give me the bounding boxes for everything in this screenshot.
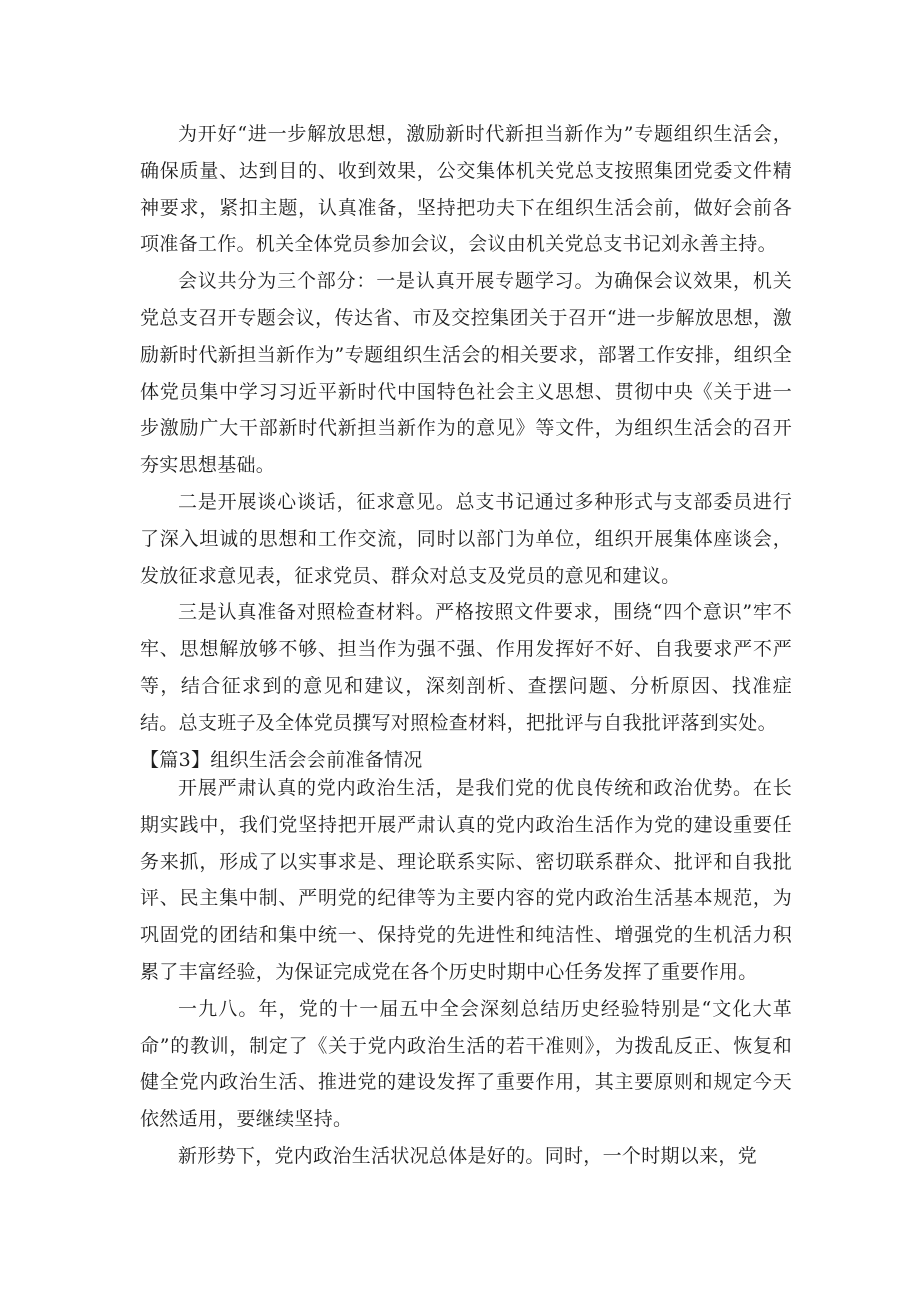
section-b xyxy=(140,770,792,1175)
section-a xyxy=(140,116,792,778)
paragraph-new-situation: 新形势下，党内政治生活状况总体是好的。同时，一个时期以来，党 xyxy=(178,1144,758,1167)
paragraph-intro: 为开好“进一步解放思想，激励新时代新担当新作为”专题组织生活会，确保质量、达到目的、收到效果，公交集体机关党总支按照集团党委文件精神要求，紧扣主题，认真准备，坚持把功夫下在组织生活会前，做好会前各项准备工作。机关全体党员参加会议，会议由机关党总支书记刘永善主持。 xyxy=(140,123,792,256)
paragraph-heart-talk: 二是开展谈心谈话，征求意见。总支书记通过多种形式与支部委员进行了深入坦诚的思想和工作交流，同时以部门为单位，组织开展集体座谈会，发放征求意见表，征求党员、群众对总支及党员的意见和建议。 xyxy=(140,490,792,587)
section-heading: 【篇3】组织生活会会前准备情况 xyxy=(140,748,423,771)
paragraph-tradition: 开展严肃认真的党内政治生活，是我们党的优良传统和政治优势。在长期实践中，我们党坚持把开展严肃认真的党内政治生活作为党的建设重要任务来抓，形成了以实事求是、理论联系实际、密切联系群众、批评和自我批评、民主集中制、严明党的纪律等为主要内容的党内政治生活基本规范，为巩固党的团结和集中统一、保持党的先进性和纯洁性、增强党的生机活力积累了丰富经验，为保证完成党在各个历史时期中心任务发挥了重要作用。 xyxy=(140,777,792,983)
paragraph-history: 一九八。年，党的十一届五中全会深刻总结历史经验特别是“文化大革命”的教训，制定了《关于党内政治生活的若干准则》，为拨乱反正、恢复和健全党内政治生活、推进党的建设发挥了重要作用，其主要原则和规定今天依然适用，要继续坚持。 xyxy=(140,997,792,1131)
paragraph-meeting-parts: 会议共分为三个部分：一是认真开展专题学习。为确保会议效果，机关党总支召开专题会议，传达省、市及交控集团关于召开“进一步解放思想，激励新时代新担当新作为”专题组织生活会的相关要求，部署工作安排，组织全体党员集中学习习近平新时代中国特色社会主义思想、贯彻中央《关于进一步激励广大干部新时代新担当新作为的意见》等文件，为组织生活会的召开夯实思想基础。 xyxy=(140,270,792,477)
paragraph-check-materials: 三是认真准备对照检查材料。严格按照文件要求，围绕“四个意识”牢不牢、思想解放够不够、担当作为强不强、作用发挥好不好、自我要求严不严等，结合征求到的意见和建议，深刻剖析、查摆问题、分析原因、找准症结。总支班子及全体党员撰写对照检查材料，把批评与自我批评落到实处。 xyxy=(140,601,792,734)
